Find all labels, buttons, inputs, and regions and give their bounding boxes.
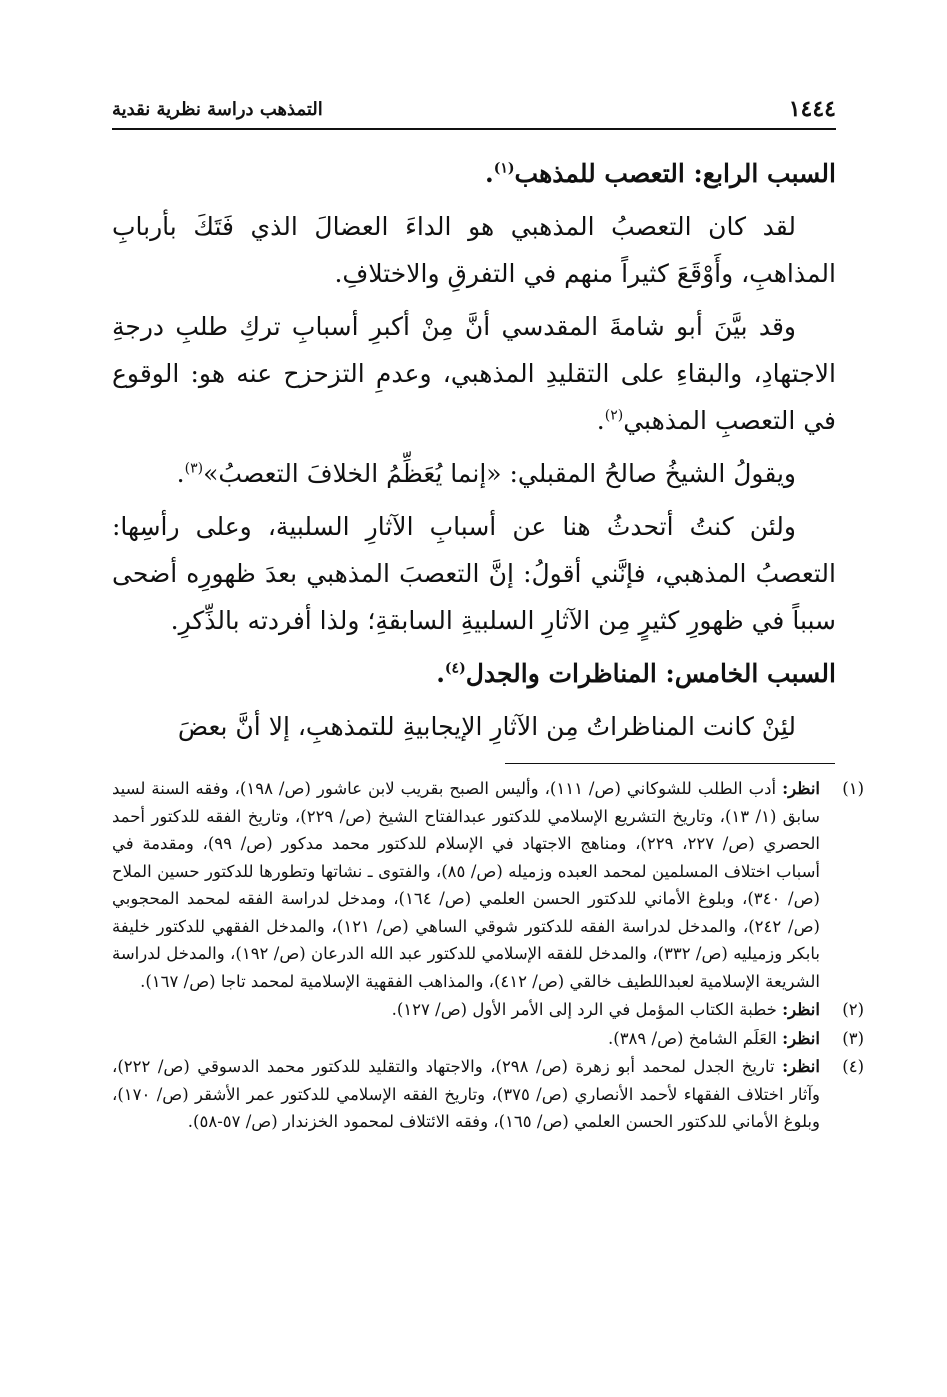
main-text <box>112 150 836 756</box>
running-title: التمذهب دراسة نظرية نقدية <box>112 98 323 120</box>
section-heading-fifth-reason: السبب الخامس: المناظرات والجدل$^{(٤)}$. <box>436 659 836 688</box>
footnote-body <box>112 775 820 995</box>
footnote-number: (١) <box>842 779 864 798</box>
footnote-text: تاريخ الجدل لمحمد أبو زهرة (ص/ ٢٩٨)، والاجتهاد والتقليد للدكتور محمد الدسوقي (ص/ ٢٢٢)، وآثار اختلاف الفقهاء لأحمد الأنصاري (ص/ ٣٧٥)، وتاريخ الفقه الإسلامي للدكتور عمر الأشقر (ص/ ١٧٠)، وبلوغ الأماني للدكتور الحسن العلمي (ص/ ١٦٥)، وفقه الائتلاف لمحمود الخزندار (ص/ ٥٧-٥٨). <box>112 1057 821 1131</box>
footnote-number: (٢) <box>842 1000 864 1019</box>
footnote <box>112 775 864 995</box>
header-rule <box>112 128 836 130</box>
paragraph: ولئن كنتُ أتحدثُ هنا عن أسبابِ الآثارِ السلبية، وعلى رأسِها: التعصبُ المذهبي، فإنَّني أقولُ: إنَّ التعصبَ المذهبي بعدَ ظهورِه أضحى سبباً في ظهورِ كثيرٍ مِن الآثارِ السلبيةِ السابقةِ؛ ولذا أفردته بالذِّكرِ. <box>112 512 836 635</box>
footnote-ref: (٣) <box>184 460 204 477</box>
paragraph: لئِنْ كانت المناظراتُ مِن الآثارِ الإيجابيةِ للتمذهبِ، إلا أنَّ بعضَ <box>177 712 796 741</box>
footnote-text: خطبة الكتاب المؤمل في الرد إلى الأمر الأول (ص/ ١٢٧). <box>391 1000 777 1019</box>
footnote-ref: (٢) <box>604 407 624 424</box>
footnote <box>112 1025 864 1053</box>
footnote-text: العَلَم الشامخ (ص/ ٣٨٩). <box>608 1028 777 1048</box>
footnote-body <box>112 1053 820 1136</box>
footnote-ref: (٤) <box>444 660 466 677</box>
page-number: ١٤٤٤ <box>788 96 836 122</box>
section-heading-fourth-reason: السبب الرابع: التعصب للمذهب$^{(١)}$. <box>485 159 836 188</box>
footnote-lead: انظر: <box>782 1057 820 1076</box>
heading-text: السبب الرابع: التعصب للمذهب <box>514 159 836 188</box>
footnote-lead: انظر: <box>782 779 821 798</box>
footnote-ref: (١) <box>493 160 515 177</box>
paragraph: لقد كان التعصبُ المذهبي هو الداءَ العضالَ الذي فَتَكَ بأربابِ المذاهبِ، وأَوْقَعَ كثيراً منهم في التفرقِ والاختلافِ. <box>112 212 836 288</box>
paragraph-text: ويقولُ الشيخُ صالحُ المقبلي: «إنما يُعَظِّمُ الخلافَ التعصبُ» <box>203 459 796 488</box>
footnote-body <box>112 1025 820 1053</box>
footnotes <box>112 775 864 1137</box>
footnote-number: (٤) <box>842 1057 864 1076</box>
paragraph: وقد بيَّنَ أبو شامةَ المقدسي أنَّ مِنْ أكبرِ أسبابِ تركِ طلبِ درجةِ الاجتهادِ، والبقاءِ على التقليدِ المذهبي، وعدمِ التزحزح عنه هو: الوقوع في التعصبِ المذهبي$^{(٢)}$. <box>112 312 836 435</box>
footnote-text: أدب الطلب للشوكاني (ص/ ١١١)، وأليس الصبح بقريب لابن عاشور (ص/ ١٩٨)، وفقه السنة لسيد سابق (١/ ١٣)، وتاريخ التشريع الإسلامي للدكتور عبدالفتاح الشيخ (ص/ ٢٢٩)، وتاريخ الفقه للدكتور أحمد الحصري (ص/ ٢٢٧، ٢٢٩)، ومناهج الاجتهاد في الإسلام للدكتور محمد مدكور (ص/ ٩٩)، ومقدمة في أسباب اختلاف المسلمين لمحمد العبده وزميله (ص/ ٨٥)، والفتوى ـ نشاتها وتطورها للدكتور حسين الملاح (ص/ ٣٤٠)، وبلوغ الأماني للدكتور الحسن العلمي (ص/ ١٦٤)، ومدخل لدراسة الفقه لمحمد المحجوبي (ص/ ٢٤٢)، والمدخل لدراسة الفقه للدكتور شوقي الساهي (ص/ ١٢١)، والمدخل الفقهي للدكتور خليفة بابكر وزميليه (ص/ ٣٣٢)، والمدخل للفقه الإسلامي للدكتور عبد الله الدرعان (ص/ ١٩٢)، والمدخل لدراسة الشريعة الإسلامية لعبداللطيف خالقي (ص/ ٤١٢)، والمذاهب الفقهية الإسلامية لمحمد تاجا (ص/ ١٦٧). <box>112 779 821 991</box>
heading-text: السبب الخامس: المناظرات والجدل <box>465 659 836 688</box>
footnote-lead: انظر: <box>782 1000 820 1019</box>
footnote-separator <box>505 763 835 764</box>
paragraph-text: وقد بيَّنَ أبو شامةَ المقدسي أنَّ مِنْ أكبرِ أسبابِ تركِ طلبِ درجةِ الاجتهادِ، والبقاءِ على التقليدِ المذهبي، وعدمِ التزحزح عنه هو: الوقوع في التعصبِ المذهبي <box>112 312 836 435</box>
page-header <box>112 92 836 126</box>
paragraph: ويقولُ الشيخُ صالحُ المقبلي: «إنما يُعَظِّمُ الخلافَ التعصبُ»$^{(٣)}$. <box>176 459 796 488</box>
footnote-number: (٣) <box>842 1028 864 1048</box>
footnote <box>112 1053 864 1136</box>
footnote-body <box>112 996 820 1024</box>
footnote <box>112 996 864 1024</box>
footnote-lead: انظر: <box>782 1028 820 1048</box>
